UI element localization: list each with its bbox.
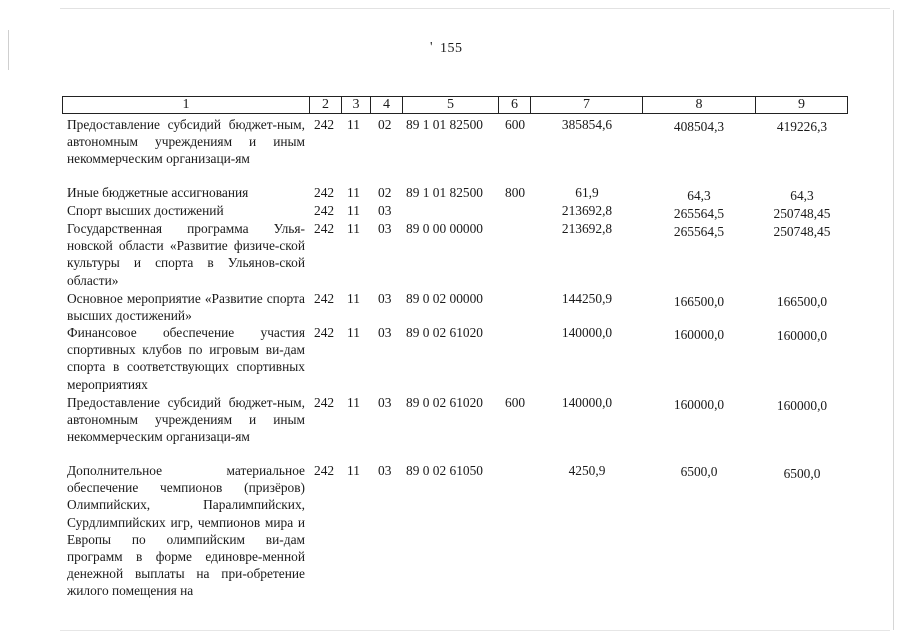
scan-edge-top: [60, 8, 890, 9]
row-name: Финансовое обеспечение участия спортивных клубов по игровым ви-дам спорта в соответствующих спортивных мероприятиях: [67, 325, 305, 392]
row-grbs: 242: [314, 291, 335, 306]
page-number: 155: [440, 41, 463, 56]
header-col-8: 8: [643, 97, 756, 113]
row-value-7: 61,9: [575, 185, 599, 200]
row-value-9: 419226,3: [776, 119, 828, 134]
row-value-9: 166500,0: [776, 294, 828, 309]
row-value-8: 408504,3: [673, 119, 725, 134]
row-value-8: 265564,5: [673, 206, 725, 221]
row-name: Предоставление субсидий бюджет-ным, автономным учреждениям и иным некоммерческим организаци-ям: [67, 395, 305, 445]
row-value-9: 160000,0: [776, 328, 828, 343]
row-name: Дополнительное материальное обеспечение чемпионов (призёров) Олимпийских, Паралимпийских, Сурдлимпийских игр, чемпионов мира и Европы по олимпийским ви-дам программ в форме единовре-менной денежной выплаты на при-обретение жилого помещения на: [67, 463, 305, 599]
row-value-8: 160000,0: [673, 397, 725, 412]
row-value-8: 64,3: [687, 188, 711, 203]
row-value-7: 213692,8: [561, 203, 613, 218]
row-value-9: 6500,0: [783, 466, 821, 481]
row-rz: 11: [347, 291, 360, 306]
header-col-2: 2: [310, 97, 342, 113]
row-rz: 11: [347, 395, 360, 410]
header-col-6: 6: [499, 97, 531, 113]
page-mark: ': [430, 40, 433, 55]
row-csr: 89 0 02 61020: [406, 325, 483, 340]
row-grbs: 242: [314, 117, 335, 132]
header-col-7: 7: [531, 97, 643, 113]
row-value-7: 144250,9: [561, 291, 613, 306]
row-pr: 03: [378, 291, 392, 306]
row-csr: 89 1 01 82500: [406, 185, 483, 200]
scan-edge-right: [893, 10, 894, 630]
row-vr: 600: [505, 395, 526, 410]
row-pr: 03: [378, 463, 392, 478]
row-name: Предоставление субсидий бюджет-ным, автономным учреждениям и иным некоммерческим организаци-ям: [67, 117, 305, 167]
row-grbs: 242: [314, 185, 335, 200]
scan-edge-bottom: [60, 630, 890, 631]
row-value-9: 64,3: [790, 188, 814, 203]
row-value-8: 6500,0: [680, 464, 718, 479]
row-value-7: 140000,0: [561, 395, 613, 410]
header-col-1: 1: [63, 97, 310, 113]
row-value-7: 4250,9: [568, 463, 606, 478]
table-header: [62, 96, 848, 114]
row-pr: 03: [378, 221, 392, 236]
row-value-9: 160000,0: [776, 398, 828, 413]
row-rz: 11: [347, 185, 360, 200]
row-rz: 11: [347, 203, 360, 218]
row-csr: 89 1 01 82500: [406, 117, 483, 132]
row-grbs: 242: [314, 221, 335, 236]
row-csr: 89 0 00 00000: [406, 221, 483, 236]
row-csr: 89 0 02 61020: [406, 395, 483, 410]
row-vr: 600: [505, 117, 526, 132]
header-col-3: 3: [342, 97, 371, 113]
row-grbs: 242: [314, 203, 335, 218]
row-rz: 11: [347, 117, 360, 132]
row-pr: 02: [378, 185, 392, 200]
row-pr: 02: [378, 117, 392, 132]
row-vr: 800: [505, 185, 526, 200]
row-name: Спорт высших достижений: [67, 203, 224, 218]
row-csr: 89 0 02 00000: [406, 291, 483, 306]
row-value-8: 160000,0: [673, 327, 725, 342]
row-rz: 11: [347, 463, 360, 478]
row-value-7: 385854,6: [561, 117, 613, 132]
row-value-7: 140000,0: [561, 325, 613, 340]
row-name: Основное мероприятие «Развитие спорта высших достижений»: [67, 291, 305, 324]
row-value-9: 250748,45: [773, 206, 831, 221]
row-value-8: 265564,5: [673, 224, 725, 239]
row-grbs: 242: [314, 395, 335, 410]
row-pr: 03: [378, 325, 392, 340]
row-value-9: 250748,45: [773, 224, 831, 239]
row-name: Иные бюджетные ассигнования: [67, 185, 249, 200]
row-value-7: 213692,8: [561, 221, 613, 236]
row-csr: 89 0 02 61050: [406, 463, 483, 478]
row-value-8: 166500,0: [673, 294, 725, 309]
row-grbs: 242: [314, 325, 335, 340]
row-name: Государственная программа Улья-новской области «Развитие физиче-ской культуры и спорта в Ульянов-ской области»: [67, 221, 305, 288]
header-col-5: 5: [403, 97, 499, 113]
header-col-9: 9: [798, 97, 805, 112]
row-pr: 03: [378, 203, 392, 218]
row-rz: 11: [347, 221, 360, 236]
row-grbs: 242: [314, 463, 335, 478]
header-col-4: 4: [371, 97, 403, 113]
row-rz: 11: [347, 325, 360, 340]
scan-edge-left: [8, 30, 9, 70]
row-pr: 03: [378, 395, 392, 410]
